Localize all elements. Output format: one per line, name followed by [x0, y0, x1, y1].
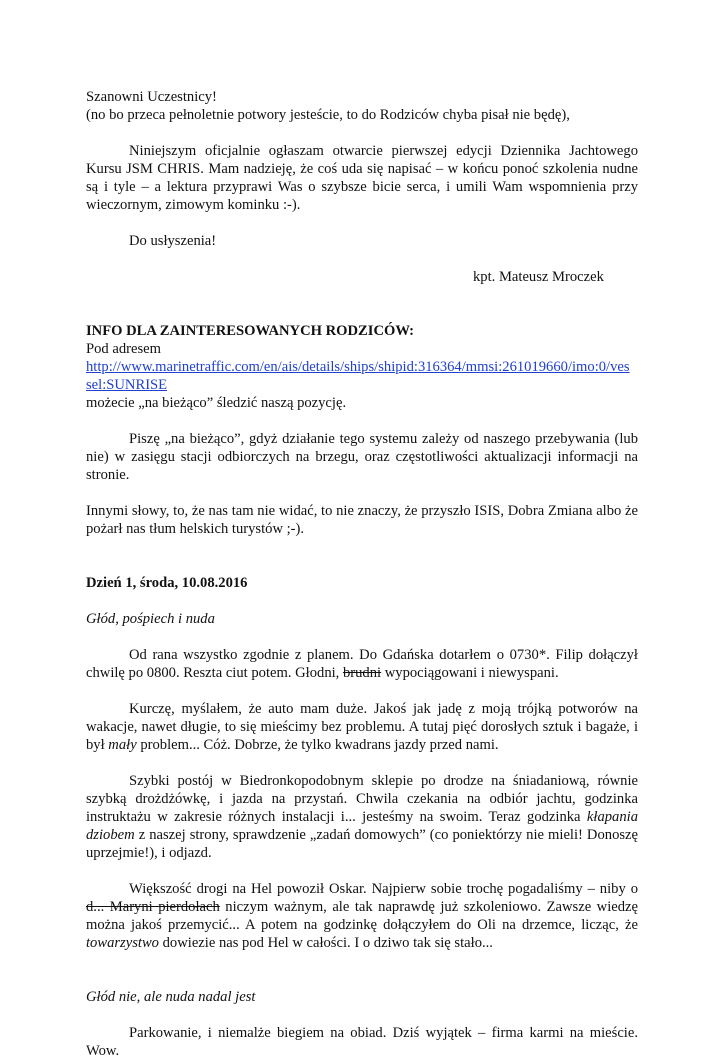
text-run: problem... Cóż. Dobrze, że tylko kwadrans jazdy przed nami.	[136, 737, 499, 753]
italic-text: towarzystwo	[86, 935, 159, 951]
marinetraffic-link-line2[interactable]: sel:SUNRISE	[86, 377, 168, 393]
explain-paragraph: Piszę „na bieżąco”, gdyż działanie tego systemu zależy od naszego przebywania (lub nie) w zasięgu stacji odbiorczych na brzegu, oraz częstotliwości aktualizacji informacji na stronie.	[86, 431, 638, 483]
italic-text: mały	[108, 737, 137, 753]
text-run: Szybki postój w Biedronkopodobnym sklepie po drodze na śniadaniową, równie szybką drożdżówkę, i jazda na przystań. Chwila czekania na odbiór jachtu, godzinka instruktażu w zakresie różnych instalacji i... jesteśmy na swoim. Teraz godzinka	[86, 773, 638, 825]
day1-paragraph-4	[86, 880, 638, 952]
text-run: niczym ważnym, ale tak naprawdę już szkoleniowo. Zawsze wiedzę można jakoś przemycić... A potem na godzinkę dołączyłem do Oli na drzemce, licząc, że	[86, 899, 638, 933]
document-page	[86, 88, 638, 1060]
struck-text: brudni	[342, 665, 382, 681]
marinetraffic-link-line1[interactable]: http://www.marinetraffic.com/en/ais/details/ships/shipid:316364/mmsi:261019660/imo:0/ves	[86, 359, 630, 375]
greeting: Szanowni Uczestnicy!	[86, 89, 217, 105]
day1-paragraph-5: Parkowanie, i niemalże biegiem na obiad. Dziś wyjątek – firma karmi na mieście. Wow.	[86, 1025, 638, 1059]
marinetraffic-link[interactable]	[86, 358, 638, 394]
day1-paragraph-3	[86, 772, 638, 862]
day1-paragraph-2	[86, 700, 638, 754]
sign-off: Do usłyszenia!	[129, 233, 217, 249]
italic-text: kłapania dziobem	[86, 809, 638, 843]
day1-subheading-1: Głód, pośpiech i nuda	[86, 611, 215, 627]
text-run: Kurczę, myślałem, że auto mam duże. Jakoś jak jadę z moją trójką potworów na wakacje, nawet długie, to się mieścimy bez problemu. A tutaj pięć dorosłych sztuk i bagaże, i był	[86, 701, 638, 753]
text-run: wypociągowani i niewyspani.	[381, 665, 559, 681]
address-label: Pod adresem	[86, 341, 161, 357]
text-run: Od rana wszystko zgodnie z planem. Do Gdańska dotarłem o 0730*. Filip dołączył chwilę po 0800. Reszta ciut potem. Głodni,	[86, 647, 638, 681]
text-run: Większość drogi na Hel powoził Oskar. Najpierw sobie trochę pogadaliśmy – niby o	[129, 881, 638, 897]
intro-paragraph: Niniejszym oficjalnie ogłaszam otwarcie pierwszej edycji Dziennika Jachtowego Kursu JSM CHRIS. Mam nadzieję, że coś uda się napisać – w końcu ponoć szkolenia nudne są i tyle – a lektura przyprawi Was o szybsze bicie serca, i umili Wam wspomnienia przy wieczornym, zimowym kominku :-).	[86, 143, 638, 213]
text-run: z naszej strony, sprawdzenie „zadań domowych” (co poniektórzy nie mieli! Donoszę uprzejmie!), i odjazd.	[86, 827, 638, 861]
joke-paragraph: Innymi słowy, to, że nas tam nie widać, to nie znaczy, że przyszło ISIS, Dobra Zmiana albo że pożarł nas tłum helskich turystów ;-).	[86, 503, 638, 537]
day1-subheading-2: Głód nie, ale nuda nadal jest	[86, 989, 256, 1005]
struck-text: d... Maryni pierdołach	[86, 899, 220, 915]
signature: kpt. Mateusz Mroczek	[473, 269, 604, 285]
tracking-text: możecie „na bieżąco” śledzić naszą pozycję.	[86, 395, 347, 411]
day1-heading: Dzień 1, środa, 10.08.2016	[86, 575, 248, 591]
day1-paragraph-1	[86, 646, 638, 682]
text-run: dowiezie nas pod Hel w całości. I o dziwo tak się stało...	[158, 935, 493, 951]
parents-heading: INFO DLA ZAINTERESOWANYCH RODZICÓW:	[86, 323, 415, 339]
greeting-aside: (no bo przeca pełnoletnie potwory jesteście, to do Rodziców chyba pisał nie będę),	[86, 107, 570, 123]
